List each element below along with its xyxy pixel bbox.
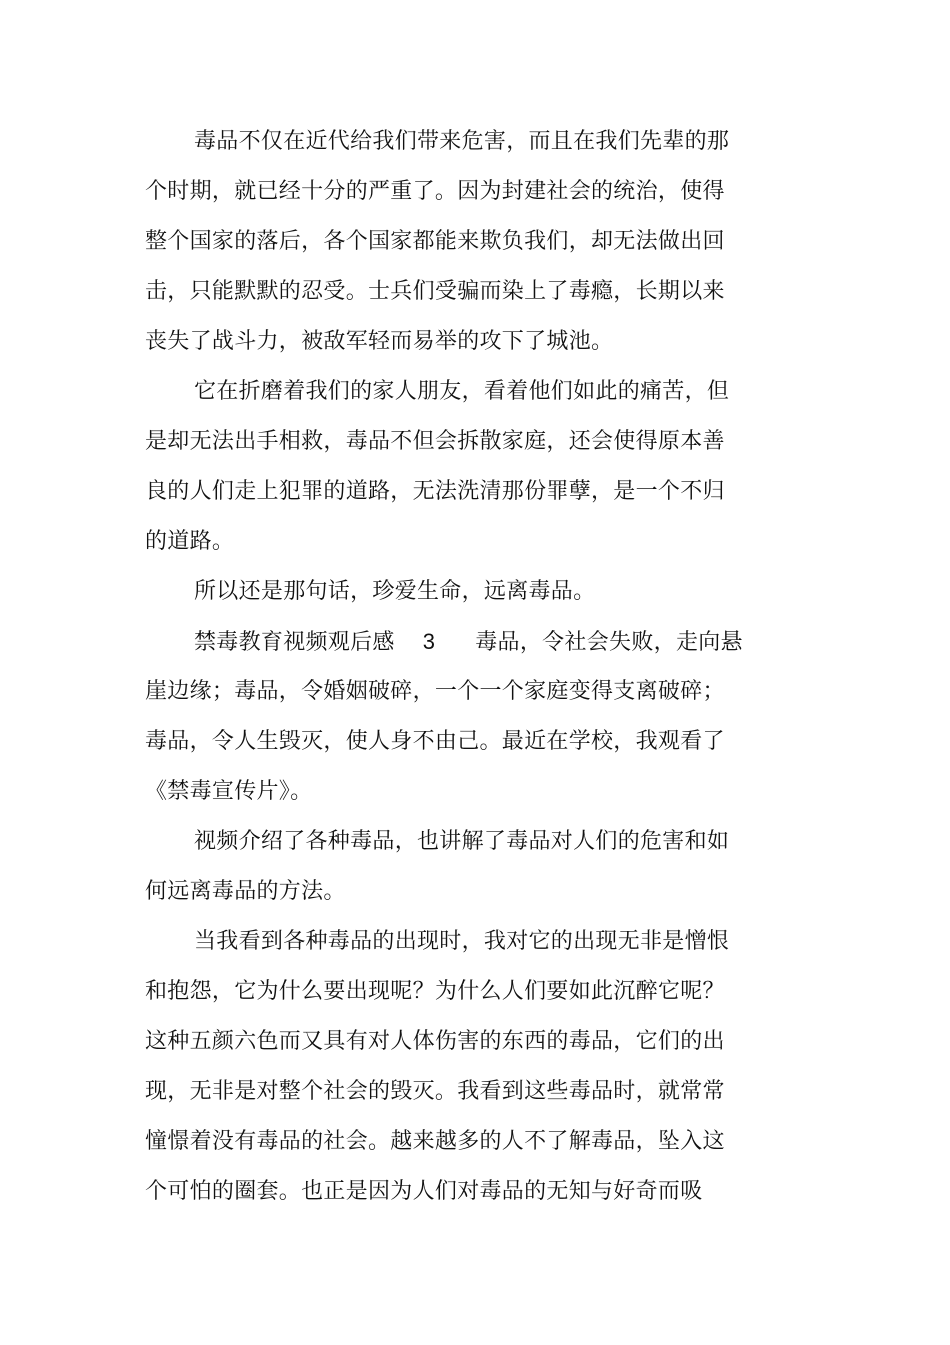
essay-number: 3: [422, 629, 436, 654]
paragraph-line: 当我看到各种毒品的出现时，我对它的出现无非是憎恨: [194, 929, 730, 954]
paragraph-line: 击，只能默默的忍受。士兵们受骗而染上了毒瘾，长期以来: [145, 279, 725, 304]
paragraph-line: 它在折磨着我们的家人朋友，看着他们如此的痛苦，但: [194, 379, 730, 404]
paragraph-line: 憧憬着没有毒品的社会。越来越多的人不了解毒品，坠入这: [145, 1129, 725, 1154]
paragraph-line: 的道路。: [145, 529, 235, 554]
paragraph-line: 崖边缘；毒品，令婚姻破碎，一个一个家庭变得支离破碎；: [145, 679, 725, 704]
essay-first-sentence: 毒品，令社会失败，走向悬: [475, 630, 743, 655]
paragraph-line: 丧失了战斗力，被敌军轻而易举的攻下了城池。: [145, 329, 614, 354]
essay-heading-line: [194, 627, 743, 658]
paragraph-line: 个时期，就已经十分的严重了。因为封建社会的统治，使得: [145, 179, 725, 204]
paragraph-line: 现，无非是对整个社会的毁灭。我看到这些毒品时，就常常: [145, 1079, 725, 1104]
paragraph-line: 整个国家的落后，各个国家都能来欺负我们，却无法做出回: [145, 229, 725, 254]
paragraph-line: 这种五颜六色而又具有对人体伤害的东西的毒品，它们的出: [145, 1029, 725, 1054]
paragraph-line: 是却无法出手相救，毒品不但会拆散家庭，还会使得原本善: [145, 429, 725, 454]
paragraph-line: 何远离毒品的方法。: [145, 879, 346, 904]
paragraph-line: 个可怕的圈套。也正是因为人们对毒品的无知与好奇而吸: [145, 1179, 703, 1204]
essay-title: 禁毒教育视频观后感: [194, 630, 395, 655]
paragraph-line: 所以还是那句话，珍爱生命，远离毒品。: [194, 579, 596, 604]
paragraph-line: 毒品不仅在近代给我们带来危害，而且在我们先辈的那: [194, 129, 730, 154]
paragraph-line: 良的人们走上犯罪的道路，无法洗清那份罪孽，是一个不归: [145, 479, 725, 504]
paragraph-line: 《禁毒宣传片》。: [145, 779, 313, 804]
paragraph-line: 和抱怨，它为什么要出现呢？为什么人们要如此沉醉它呢？: [145, 979, 725, 1004]
paragraph-line: 毒品，令人生毁灭，使人身不由己。最近在学校，我观看了: [145, 729, 725, 754]
paragraph-line: 视频介绍了各种毒品，也讲解了毒品对人们的危害和如: [194, 829, 730, 854]
